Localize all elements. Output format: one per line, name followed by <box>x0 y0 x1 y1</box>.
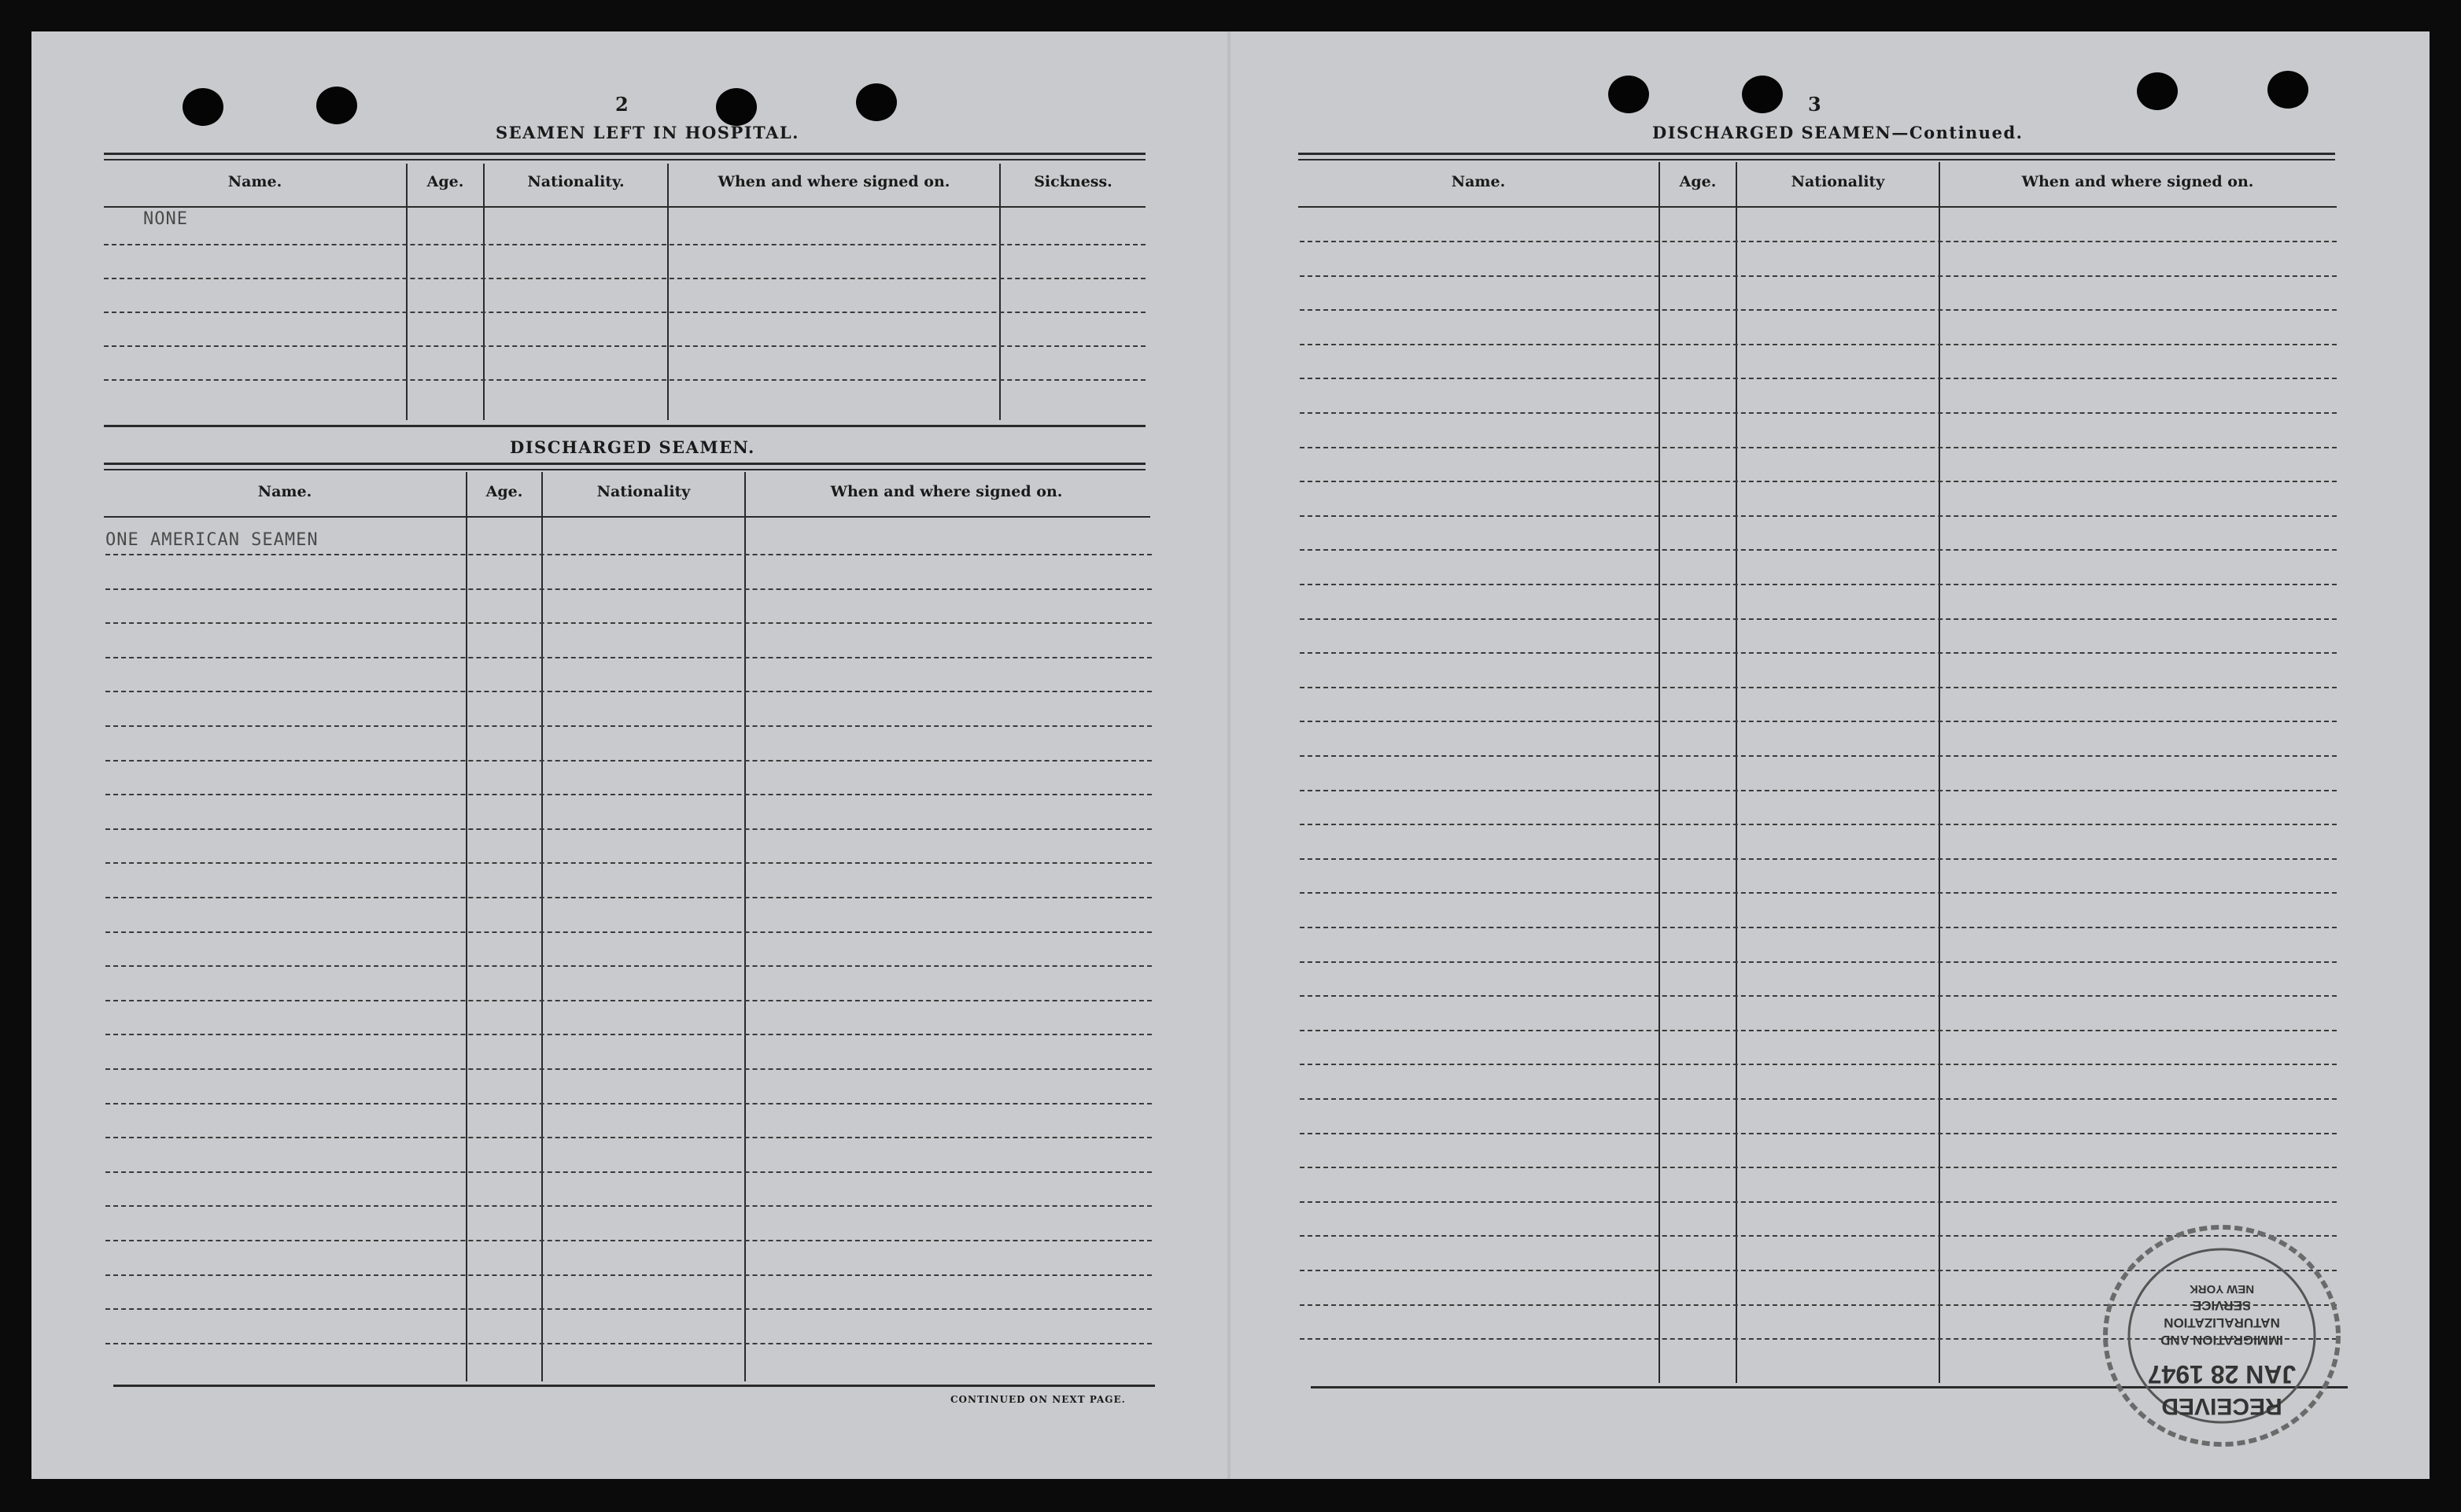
column-divider <box>999 164 1001 420</box>
column-header-nationality: Nationality <box>1791 173 1885 190</box>
page-number: 3 <box>1808 93 1821 116</box>
entry-line <box>105 1205 1152 1207</box>
entry-line <box>1300 858 2337 860</box>
entry-line <box>1300 995 2337 997</box>
entry-line <box>105 1034 1152 1035</box>
entry-line <box>1300 927 2337 928</box>
section-rule <box>104 469 1146 470</box>
entry-line <box>104 312 1146 313</box>
header-rule <box>104 516 1150 518</box>
entry-line <box>1300 309 2337 311</box>
punch-hole <box>1742 76 1783 113</box>
entry-line <box>105 691 1152 692</box>
column-divider <box>483 164 485 420</box>
entry-line <box>1300 584 2337 585</box>
entry-line <box>105 622 1152 624</box>
column-header-name: Name. <box>1451 173 1506 190</box>
entry-line <box>105 760 1152 762</box>
section-rule <box>104 153 1146 155</box>
punch-hole <box>716 88 757 126</box>
section-rule <box>1298 159 2335 160</box>
punch-hole <box>856 83 897 121</box>
entry-line <box>105 931 1152 933</box>
column-header-nationality: Nationality <box>596 483 691 500</box>
entry-line <box>1300 892 2337 894</box>
entry-line <box>1300 1030 2337 1031</box>
entry-line <box>105 1068 1152 1070</box>
stamp-date: JAN 28 1947 <box>2147 1360 2297 1388</box>
entry-line <box>1300 412 2337 414</box>
punch-hole <box>2137 72 2178 110</box>
column-header-nationality: Nationality. <box>527 173 625 190</box>
entry-line <box>1300 515 2337 517</box>
continued-note: CONTINUED ON NEXT PAGE. <box>950 1394 1126 1405</box>
entry-line <box>105 965 1152 967</box>
entry-line <box>105 1240 1152 1241</box>
column-header-name: Name. <box>257 483 312 500</box>
received-stamp <box>2096 1218 2348 1454</box>
entry-line <box>1300 1064 2337 1065</box>
entry-line <box>1300 1201 2337 1203</box>
entry-line <box>1300 1098 2337 1100</box>
column-header-signed-on: When and where signed on. <box>830 483 1063 500</box>
entry-line <box>105 1171 1152 1173</box>
column-divider <box>1939 162 1940 1383</box>
column-divider <box>466 472 467 1381</box>
entry-line <box>1300 824 2337 825</box>
entry-line <box>1300 447 2337 448</box>
entry-line <box>104 345 1146 347</box>
column-header-age: Age. <box>426 173 464 190</box>
section-rule <box>104 159 1146 160</box>
entry-line <box>1300 961 2337 963</box>
page-number: 2 <box>615 93 629 116</box>
entry-line <box>105 1274 1152 1276</box>
entry-line <box>105 1137 1152 1138</box>
entry-line <box>1300 687 2337 688</box>
punch-hole <box>1608 76 1649 113</box>
discharged-continued-title: DISCHARGED SEAMEN—Continued. <box>1652 123 2024 142</box>
column-header-signed-on: When and where signed on. <box>718 173 950 190</box>
hospital-section-title: SEAMEN LEFT IN HOSPITAL. <box>496 123 799 142</box>
entry-line <box>105 1103 1152 1104</box>
column-divider <box>744 472 746 1381</box>
column-header-name: Name. <box>227 173 282 190</box>
discharged-entry: ONE AMERICAN SEAMEN <box>105 530 319 550</box>
entry-line <box>104 278 1146 279</box>
column-header-age: Age. <box>1679 173 1717 190</box>
entry-line <box>105 1000 1152 1001</box>
entry-line <box>1300 1167 2337 1168</box>
stamp-line3: SERVICE <box>2192 1298 2252 1313</box>
section-rule <box>104 425 1146 427</box>
stamp-top: RECEIVED <box>2161 1393 2282 1419</box>
entry-line <box>1300 755 2337 757</box>
column-divider <box>1658 162 1660 1383</box>
entry-line <box>105 862 1152 864</box>
entry-line <box>105 897 1152 898</box>
entry-line <box>1300 549 2337 551</box>
entry-line <box>104 379 1146 381</box>
table-bottom-rule <box>113 1385 1155 1387</box>
entry-line <box>1300 481 2337 482</box>
entry-line <box>1300 275 2337 277</box>
entry-line <box>1300 378 2337 379</box>
column-header-sickness: Sickness. <box>1034 173 1112 190</box>
stamp-line2: NATURALIZATION <box>2164 1315 2280 1330</box>
entry-line <box>105 725 1152 727</box>
punch-hole <box>316 87 357 124</box>
column-divider <box>406 164 408 420</box>
punch-hole <box>183 88 223 126</box>
header-rule <box>1298 206 2337 208</box>
column-divider <box>1736 162 1737 1383</box>
entry-line <box>104 244 1146 245</box>
section-rule <box>104 463 1146 465</box>
entry-line <box>1300 652 2337 654</box>
entry-line <box>105 1343 1152 1344</box>
column-divider <box>541 472 543 1381</box>
stamp-line4: NEW YORK <box>2189 1282 2255 1296</box>
entry-line <box>105 554 1152 555</box>
entry-line <box>105 828 1152 830</box>
entry-line <box>1300 790 2337 791</box>
column-divider <box>667 164 669 420</box>
entry-line <box>105 657 1152 658</box>
entry-line <box>1300 241 2337 242</box>
entry-line <box>1300 344 2337 345</box>
page-fold <box>1227 31 1230 1479</box>
punch-hole <box>2267 71 2308 109</box>
hospital-entry: NONE <box>143 209 188 229</box>
entry-line <box>105 588 1152 590</box>
entry-line <box>105 794 1152 795</box>
header-rule <box>104 206 1146 208</box>
discharged-section-title: DISCHARGED SEAMEN. <box>510 437 755 457</box>
entry-line <box>1300 721 2337 722</box>
entry-line <box>1300 1133 2337 1134</box>
column-header-signed-on: When and where signed on. <box>2021 173 2254 190</box>
stamp-line1: IMMIGRATION AND <box>2160 1333 2283 1348</box>
entry-line <box>105 1308 1152 1310</box>
section-rule <box>1298 153 2335 155</box>
entry-line <box>1300 618 2337 620</box>
column-header-age: Age. <box>485 483 523 500</box>
